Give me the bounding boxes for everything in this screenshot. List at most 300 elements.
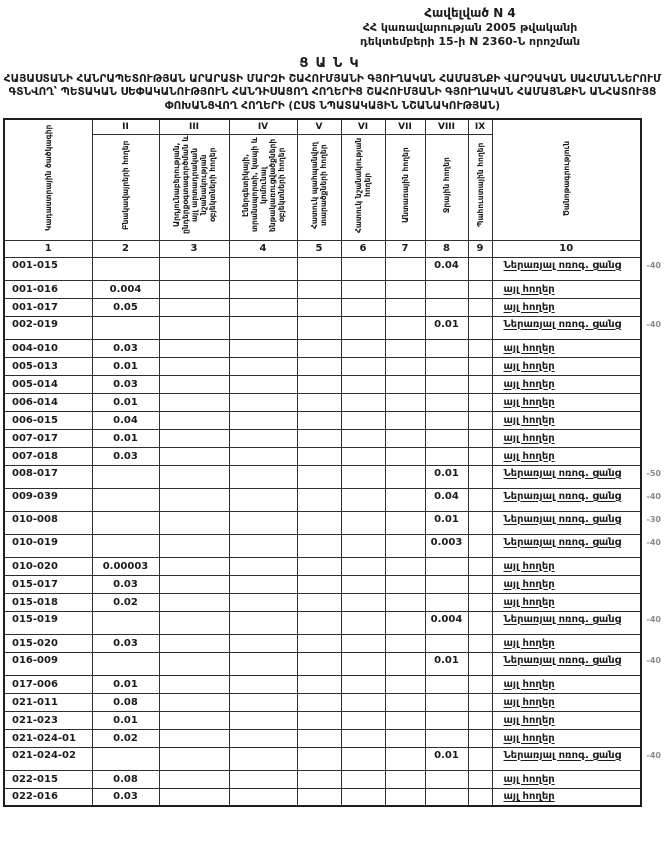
column-header-water-lands [425,134,468,240]
cell-reserve-lands [468,393,492,411]
column-index: 6 [341,240,385,257]
cell-forest-lands [385,357,425,375]
cell-note [492,770,641,788]
column-header-forest-lands [385,134,425,240]
cell-reserve-lands [468,447,492,465]
cell-cadastral-code: 001-017 [4,298,92,316]
cell-note [492,693,641,711]
cell-cadastral-code: 010-019 [4,534,92,557]
cell-protected-areas-lands [297,788,341,806]
cell-special-purpose-lands [341,511,385,534]
note-text: այլ հողեր [503,342,555,354]
cell-forest-lands [385,280,425,298]
note-text: այլ հողեր [503,773,555,785]
cell-energy-transport-lands [229,534,297,557]
cell-note [492,711,641,729]
column-header-note [492,119,641,240]
cell-protected-areas-lands [297,652,341,675]
cell-forest-lands [385,693,425,711]
cell-settlement-lands: 0.08 [92,693,159,711]
cell-energy-transport-lands [229,511,297,534]
cell-note [492,652,661,675]
cell-note [492,429,641,447]
cell-energy-transport-lands [229,770,297,788]
margin-mark: -40 [646,614,661,624]
column-numeral: VI [341,119,385,134]
cell-industrial-lands [159,693,229,711]
cell-cadastral-code: 021-024-01 [4,729,92,747]
table-row [4,488,641,511]
table-row [4,316,641,339]
cell-energy-transport-lands [229,465,297,488]
note-text: Ներառյալ ոռոգ. ցանց [503,654,622,666]
note-text: այլ հողեր [503,732,555,744]
cell-protected-areas-lands [297,488,341,511]
cell-settlement-lands [92,316,159,339]
cell-protected-areas-lands [297,393,341,411]
margin-mark: -40 [646,750,661,760]
cell-water-lands: 0.01 [425,465,468,488]
cell-industrial-lands [159,429,229,447]
appendix-block [290,6,650,49]
cell-cadastral-code: 017-006 [4,675,92,693]
cell-reserve-lands [468,339,492,357]
cell-settlement-lands: 0.00003 [92,557,159,575]
cell-reserve-lands [468,675,492,693]
cell-special-purpose-lands [341,593,385,611]
cell-forest-lands [385,316,425,339]
column-numeral: II [92,119,159,134]
column-header-reserve-lands [468,134,492,240]
cell-reserve-lands [468,593,492,611]
table-row [4,557,641,575]
cell-protected-areas-lands [297,447,341,465]
cell-special-purpose-lands [341,298,385,316]
table-row [4,729,641,747]
cell-cadastral-code: 010-020 [4,557,92,575]
cell-water-lands [425,375,468,393]
cell-protected-areas-lands [297,411,341,429]
column-header-label: Անտառային հողեր [400,147,410,223]
cell-forest-lands [385,339,425,357]
cell-industrial-lands [159,675,229,693]
cell-cadastral-code: 022-015 [4,770,92,788]
table-row [4,770,641,788]
cell-forest-lands [385,447,425,465]
cell-forest-lands [385,575,425,593]
table-row [4,411,641,429]
cell-water-lands: 0.003 [425,534,468,557]
table-row [4,465,641,488]
note-text: այլ հողեր [503,791,555,803]
cell-settlement-lands: 0.01 [92,711,159,729]
cell-water-lands: 0.04 [425,488,468,511]
cell-water-lands [425,429,468,447]
cell-water-lands [425,693,468,711]
column-index: 10 [492,240,641,257]
cell-reserve-lands [468,511,492,534]
cell-forest-lands [385,652,425,675]
table-row [4,611,641,634]
note-text: Ներառյալ ոռոգ. ցանց [503,467,622,479]
cell-special-purpose-lands [341,447,385,465]
cell-cadastral-code: 005-013 [4,357,92,375]
cell-energy-transport-lands [229,280,297,298]
cell-special-purpose-lands [341,316,385,339]
note-text: այլ հողեր [503,596,555,608]
cell-forest-lands [385,675,425,693]
cell-note [492,316,661,339]
table-row [4,593,641,611]
cell-settlement-lands: 0.08 [92,770,159,788]
note-text: Ներառյալ ոռոգ. ցանց [503,513,622,525]
cell-industrial-lands [159,511,229,534]
cell-energy-transport-lands [229,693,297,711]
column-index: 3 [159,240,229,257]
cell-energy-transport-lands [229,357,297,375]
column-numeral: VIII [425,119,468,134]
cell-forest-lands [385,411,425,429]
table-row [4,393,641,411]
table-row [4,339,641,357]
note-text: Ներառյալ ոռոգ. ցանց [503,613,622,625]
note-text: այլ հողեր [503,678,555,690]
column-header-label: Ջրային հողեր [442,157,451,213]
cell-cadastral-code: 009-039 [4,488,92,511]
cell-reserve-lands [468,298,492,316]
cell-protected-areas-lands [297,611,341,634]
cell-water-lands [425,393,468,411]
column-index: 1 [4,240,92,257]
cell-reserve-lands [468,316,492,339]
note-text: այլ հողեր [503,414,555,426]
cell-protected-areas-lands [297,298,341,316]
table-row [4,747,641,770]
cell-protected-areas-lands [297,675,341,693]
cell-special-purpose-lands [341,429,385,447]
cell-settlement-lands: 0.03 [92,634,159,652]
cell-cadastral-code: 016-009 [4,652,92,675]
cell-forest-lands [385,465,425,488]
cell-industrial-lands [159,465,229,488]
margin-mark: -40 [646,655,661,665]
column-header-energy-transport-lands [229,134,297,240]
cell-reserve-lands [468,465,492,488]
cell-settlement-lands: 0.01 [92,675,159,693]
column-numeral: IX [468,119,492,134]
cell-note [492,298,641,316]
table-row [4,652,641,675]
cell-note [492,511,661,534]
cell-note [492,357,641,375]
cell-cadastral-code: 015-017 [4,575,92,593]
cell-protected-areas-lands [297,429,341,447]
decree-line-1: ՀՀ կառավարության 2005 թվականի [362,21,578,34]
cell-water-lands [425,411,468,429]
cell-energy-transport-lands [229,675,297,693]
note-text: այլ հողեր [503,396,555,408]
cell-reserve-lands [468,711,492,729]
note-text: Ներառյալ ոռոգ. ցանց [503,318,622,330]
cell-water-lands [425,729,468,747]
cell-water-lands: 0.04 [425,257,468,280]
cell-industrial-lands [159,339,229,357]
cell-water-lands: 0.004 [425,611,468,634]
cell-cadastral-code: 002-019 [4,316,92,339]
cell-note [492,675,641,693]
cell-note [492,747,661,770]
note-text: այլ հողեր [503,578,555,590]
cell-energy-transport-lands [229,711,297,729]
cell-protected-areas-lands [297,575,341,593]
column-index: 9 [468,240,492,257]
note-text: այլ հողեր [503,283,555,295]
cell-water-lands [425,788,468,806]
cell-reserve-lands [468,747,492,770]
cell-cadastral-code: 004-010 [4,339,92,357]
cell-energy-transport-lands [229,339,297,357]
cell-energy-transport-lands [229,375,297,393]
cell-forest-lands [385,429,425,447]
cell-settlement-lands [92,611,159,634]
cell-forest-lands [385,534,425,557]
note-text: այլ հողեր [503,301,555,313]
cell-industrial-lands [159,729,229,747]
cell-note [492,593,641,611]
cell-protected-areas-lands [297,693,341,711]
cell-protected-areas-lands [297,280,341,298]
column-header-label: Բնակավայրերի հողեր [121,140,130,230]
margin-mark: -40 [646,537,661,547]
cell-cadastral-code: 015-018 [4,593,92,611]
note-text: այլ հողեր [503,378,555,390]
cell-settlement-lands [92,488,159,511]
cell-note [492,393,641,411]
cell-special-purpose-lands [341,711,385,729]
column-numeral-row [4,119,641,134]
cell-forest-lands [385,634,425,652]
cell-reserve-lands [468,257,492,280]
list-title: ՑԱՆԿ [299,55,366,71]
cell-water-lands [425,339,468,357]
cell-energy-transport-lands [229,429,297,447]
cell-reserve-lands [468,788,492,806]
cell-water-lands: 0.01 [425,316,468,339]
column-header-settlement-lands [92,134,159,240]
cell-energy-transport-lands [229,575,297,593]
cell-cadastral-code: 007-017 [4,429,92,447]
cell-cadastral-code: 021-023 [4,711,92,729]
cell-forest-lands [385,488,425,511]
cell-industrial-lands [159,375,229,393]
margin-mark: -50 [646,468,661,478]
cell-settlement-lands: 0.02 [92,593,159,611]
cell-water-lands: 0.01 [425,747,468,770]
cell-forest-lands [385,511,425,534]
cell-water-lands: 0.01 [425,511,468,534]
cell-settlement-lands [92,257,159,280]
cell-cadastral-code: 007-018 [4,447,92,465]
cell-protected-areas-lands [297,375,341,393]
cell-protected-areas-lands [297,316,341,339]
table-row [4,257,641,280]
cell-industrial-lands [159,357,229,375]
cell-special-purpose-lands [341,393,385,411]
cell-cadastral-code: 005-014 [4,375,92,393]
cell-cadastral-code: 001-016 [4,280,92,298]
cell-reserve-lands [468,611,492,634]
table-row [4,675,641,693]
cell-forest-lands [385,593,425,611]
column-index: 8 [425,240,468,257]
cell-reserve-lands [468,488,492,511]
column-numeral: VII [385,119,425,134]
note-text: այլ հողեր [503,714,555,726]
note-text: այլ հողեր [503,637,555,649]
cell-settlement-lands: 0.03 [92,339,159,357]
cell-protected-areas-lands [297,747,341,770]
cell-forest-lands [385,711,425,729]
cell-cadastral-code: 021-024-02 [4,747,92,770]
cell-note [492,339,641,357]
column-header-label: Արդյունաբերության, ընդերքօգտագործման և այլ արտադրական նշանակության օբյեկտների հողեր [171,135,217,235]
cell-settlement-lands: 0.05 [92,298,159,316]
cell-cadastral-code: 006-014 [4,393,92,411]
note-text: Ներառյալ ոռոգ. ցանց [503,259,622,271]
cell-reserve-lands [468,557,492,575]
cell-protected-areas-lands [297,534,341,557]
cell-energy-transport-lands [229,298,297,316]
cell-forest-lands [385,257,425,280]
cell-note [492,488,661,511]
cell-reserve-lands [468,375,492,393]
cell-special-purpose-lands [341,280,385,298]
cell-note [492,534,661,557]
table-row [4,634,641,652]
table-row [4,357,641,375]
cell-reserve-lands [468,693,492,711]
margin-mark: -30 [646,514,661,524]
cell-settlement-lands: 0.03 [92,788,159,806]
cell-protected-areas-lands [297,511,341,534]
cell-reserve-lands [468,652,492,675]
cell-settlement-lands: 0.01 [92,393,159,411]
margin-mark: -40 [646,260,661,270]
table-row [4,693,641,711]
cell-reserve-lands [468,280,492,298]
table-row [4,534,641,557]
column-header-label: Հատուկ պահպանվող տարածքների հողեր [310,141,328,229]
cell-reserve-lands [468,729,492,747]
note-text: այլ հողեր [503,360,555,372]
cell-special-purpose-lands [341,557,385,575]
cell-note [492,465,661,488]
cell-note [492,411,641,429]
cell-industrial-lands [159,298,229,316]
cell-special-purpose-lands [341,257,385,280]
column-header-protected-areas-lands [297,134,341,240]
cell-special-purpose-lands [341,729,385,747]
cell-forest-lands [385,298,425,316]
cell-settlement-lands: 0.01 [92,429,159,447]
note-text: այլ հողեր [503,432,555,444]
cell-note [492,557,641,575]
cell-settlement-lands [92,534,159,557]
cell-settlement-lands [92,747,159,770]
cell-special-purpose-lands [341,611,385,634]
cell-industrial-lands [159,593,229,611]
cell-water-lands [425,357,468,375]
decree-line-2: դեկտեմբերի 15-ի N 2360-Ն որոշման [359,34,581,48]
cell-water-lands [425,575,468,593]
cell-water-lands [425,770,468,788]
cell-industrial-lands [159,280,229,298]
cell-protected-areas-lands [297,593,341,611]
table-row [4,788,641,806]
cell-industrial-lands [159,257,229,280]
cell-cadastral-code: 015-020 [4,634,92,652]
table-row [4,298,641,316]
column-header-special-purpose-lands [341,134,385,240]
column-index: 2 [92,240,159,257]
cell-industrial-lands [159,747,229,770]
cell-protected-areas-lands [297,711,341,729]
cell-reserve-lands [468,357,492,375]
cell-cadastral-code: 008-017 [4,465,92,488]
cell-special-purpose-lands [341,693,385,711]
cell-energy-transport-lands [229,788,297,806]
cell-industrial-lands [159,711,229,729]
cell-special-purpose-lands [341,465,385,488]
cell-energy-transport-lands [229,729,297,747]
table-row [4,375,641,393]
cell-note [492,375,641,393]
cell-energy-transport-lands [229,593,297,611]
table-row [4,711,641,729]
column-header-label: Հատուկ նշանակության հողեր [354,137,372,233]
cell-forest-lands [385,770,425,788]
cell-industrial-lands [159,447,229,465]
cell-settlement-lands: 0.04 [92,411,159,429]
cell-special-purpose-lands [341,339,385,357]
column-index: 4 [229,240,297,257]
cell-settlement-lands: 0.004 [92,280,159,298]
cell-settlement-lands: 0.02 [92,729,159,747]
table-row [4,447,641,465]
cell-forest-lands [385,788,425,806]
cell-water-lands [425,557,468,575]
column-index-row [4,240,641,257]
cell-water-lands [425,447,468,465]
cell-special-purpose-lands [341,375,385,393]
column-header-label: Էներգետիկայի, տրանսպորտի, կապի և կոմունալ ենթակառուցվածքների օբյեկտների հողեր [240,137,286,233]
cell-settlement-lands: 0.03 [92,375,159,393]
cell-special-purpose-lands [341,747,385,770]
cell-forest-lands [385,729,425,747]
cell-energy-transport-lands [229,393,297,411]
column-header-label: Պահուստային հողեր [475,142,485,228]
cell-industrial-lands [159,488,229,511]
cell-industrial-lands [159,652,229,675]
cell-special-purpose-lands [341,488,385,511]
note-text: Ներառյալ ոռոգ. ցանց [503,536,622,548]
cell-cadastral-code: 015-019 [4,611,92,634]
cell-settlement-lands: 0.01 [92,357,159,375]
cell-industrial-lands [159,411,229,429]
cell-special-purpose-lands [341,652,385,675]
note-text: այլ հողեր [503,696,555,708]
cell-note [492,729,641,747]
